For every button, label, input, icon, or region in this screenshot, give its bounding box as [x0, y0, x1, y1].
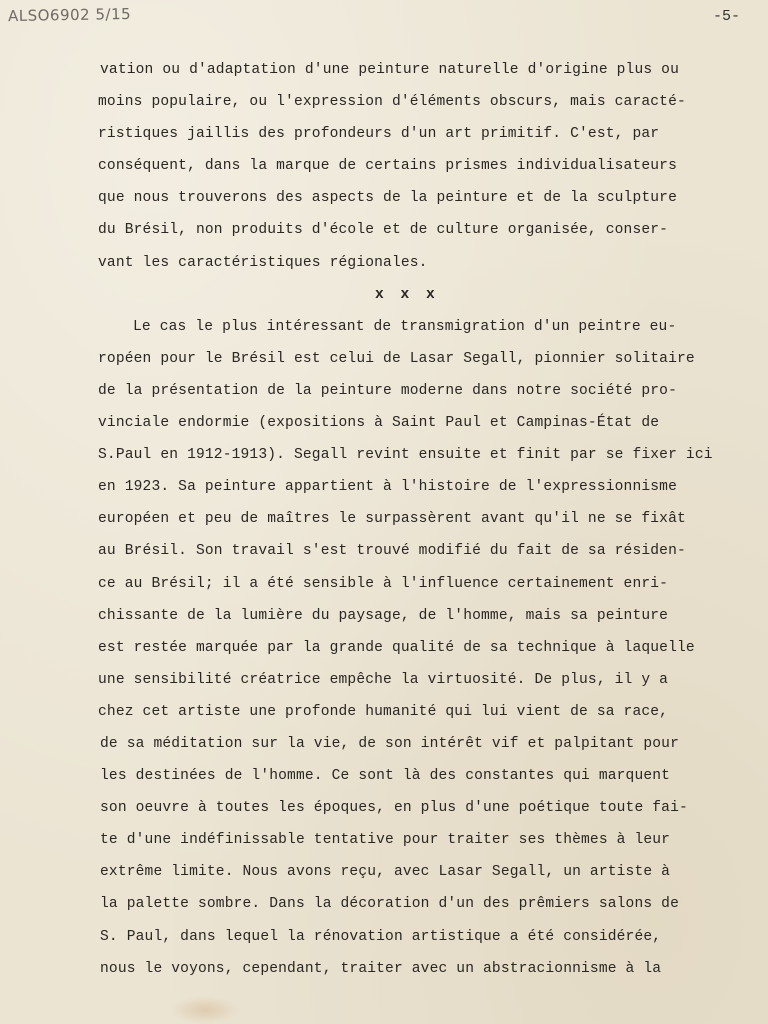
- text-line: moins populaire, ou l'expression d'éléments obscurs, mais caracté-: [98, 94, 686, 111]
- text-line: ropéen pour le Brésil est celui de Lasar Segall, pionnier solitaire: [98, 350, 695, 367]
- text-line: nous le voyons, cependant, traiter avec un abstracionnisme à la: [100, 960, 662, 977]
- paper-stain: [170, 996, 240, 1024]
- text-line: vant les caractéristiques régionales.: [98, 254, 428, 271]
- text-line: chez cet artiste une profonde humanité qui lui vient de sa race,: [98, 703, 669, 720]
- text-line: son oeuvre à toutes les époques, en plus d'une poétique toute fai-: [100, 800, 688, 817]
- text-line: la palette sombre. Dans la décoration d'un des prêmiers salons de: [100, 896, 679, 913]
- text-line: européen et peu de maîtres le surpassèrent avant qu'il ne se fixât: [98, 511, 686, 528]
- body-text: [100, 54, 760, 985]
- text-line: est restée marquée par la grande qualité de sa technique à laquelle: [98, 639, 695, 656]
- text-line: les destinées de l'homme. Ce sont là des constantes qui marquent: [100, 768, 671, 785]
- text-line: ce au Brésil; il a été sensible à l'influence certainement enri-: [98, 575, 669, 592]
- text-line: que nous trouverons des aspects de la peinture et de la sculpture: [98, 190, 677, 207]
- text-line: Le cas le plus intéressant de transmigration d'un peintre eu-: [133, 318, 677, 335]
- text-line: de sa méditation sur la vie, de son intérêt vif et palpitant pour: [100, 735, 679, 752]
- text-line: S.Paul en 1912-1913). Segall revint ensuite et finit par se fixer ici: [98, 447, 713, 464]
- text-line: en 1923. Sa peinture appartient à l'histoire de l'expressionnisme: [98, 479, 677, 496]
- text-line: te d'une indéfinissable tentative pour traiter ses thèmes à leur: [100, 832, 671, 849]
- section-separator: x x x: [375, 286, 439, 303]
- text-line: ristiques jaillis des profondeurs d'un art primitif. C'est, par: [98, 126, 660, 143]
- text-line: vinciale endormie (expositions à Saint Paul et Campinas-État de: [98, 415, 660, 432]
- text-line: S. Paul, dans lequel la rénovation artistique a été considérée,: [100, 928, 662, 945]
- archive-code: ALSO6902 5/15: [7, 4, 132, 26]
- text-line: chissante de la lumière du paysage, de l'homme, mais sa peinture: [98, 607, 669, 624]
- text-line: une sensibilité créatrice empêche la virtuosité. De plus, il y a: [98, 671, 669, 688]
- text-line: conséquent, dans la marque de certains prismes individualisateurs: [98, 158, 677, 175]
- text-line: extrême limite. Nous avons reçu, avec Lasar Segall, un artiste à: [100, 864, 671, 881]
- page-number: -5-: [712, 8, 740, 25]
- text-line: de la présentation de la peinture moderne dans notre société pro-: [98, 382, 677, 399]
- text-line: vation ou d'adaptation d'une peinture naturelle d'origine plus ou: [100, 62, 679, 78]
- text-line: au Brésil. Son travail s'est trouvé modifié du fait de sa résiden-: [98, 543, 686, 560]
- text-line: du Brésil, non produits d'école et de culture organisée, conser-: [98, 222, 669, 239]
